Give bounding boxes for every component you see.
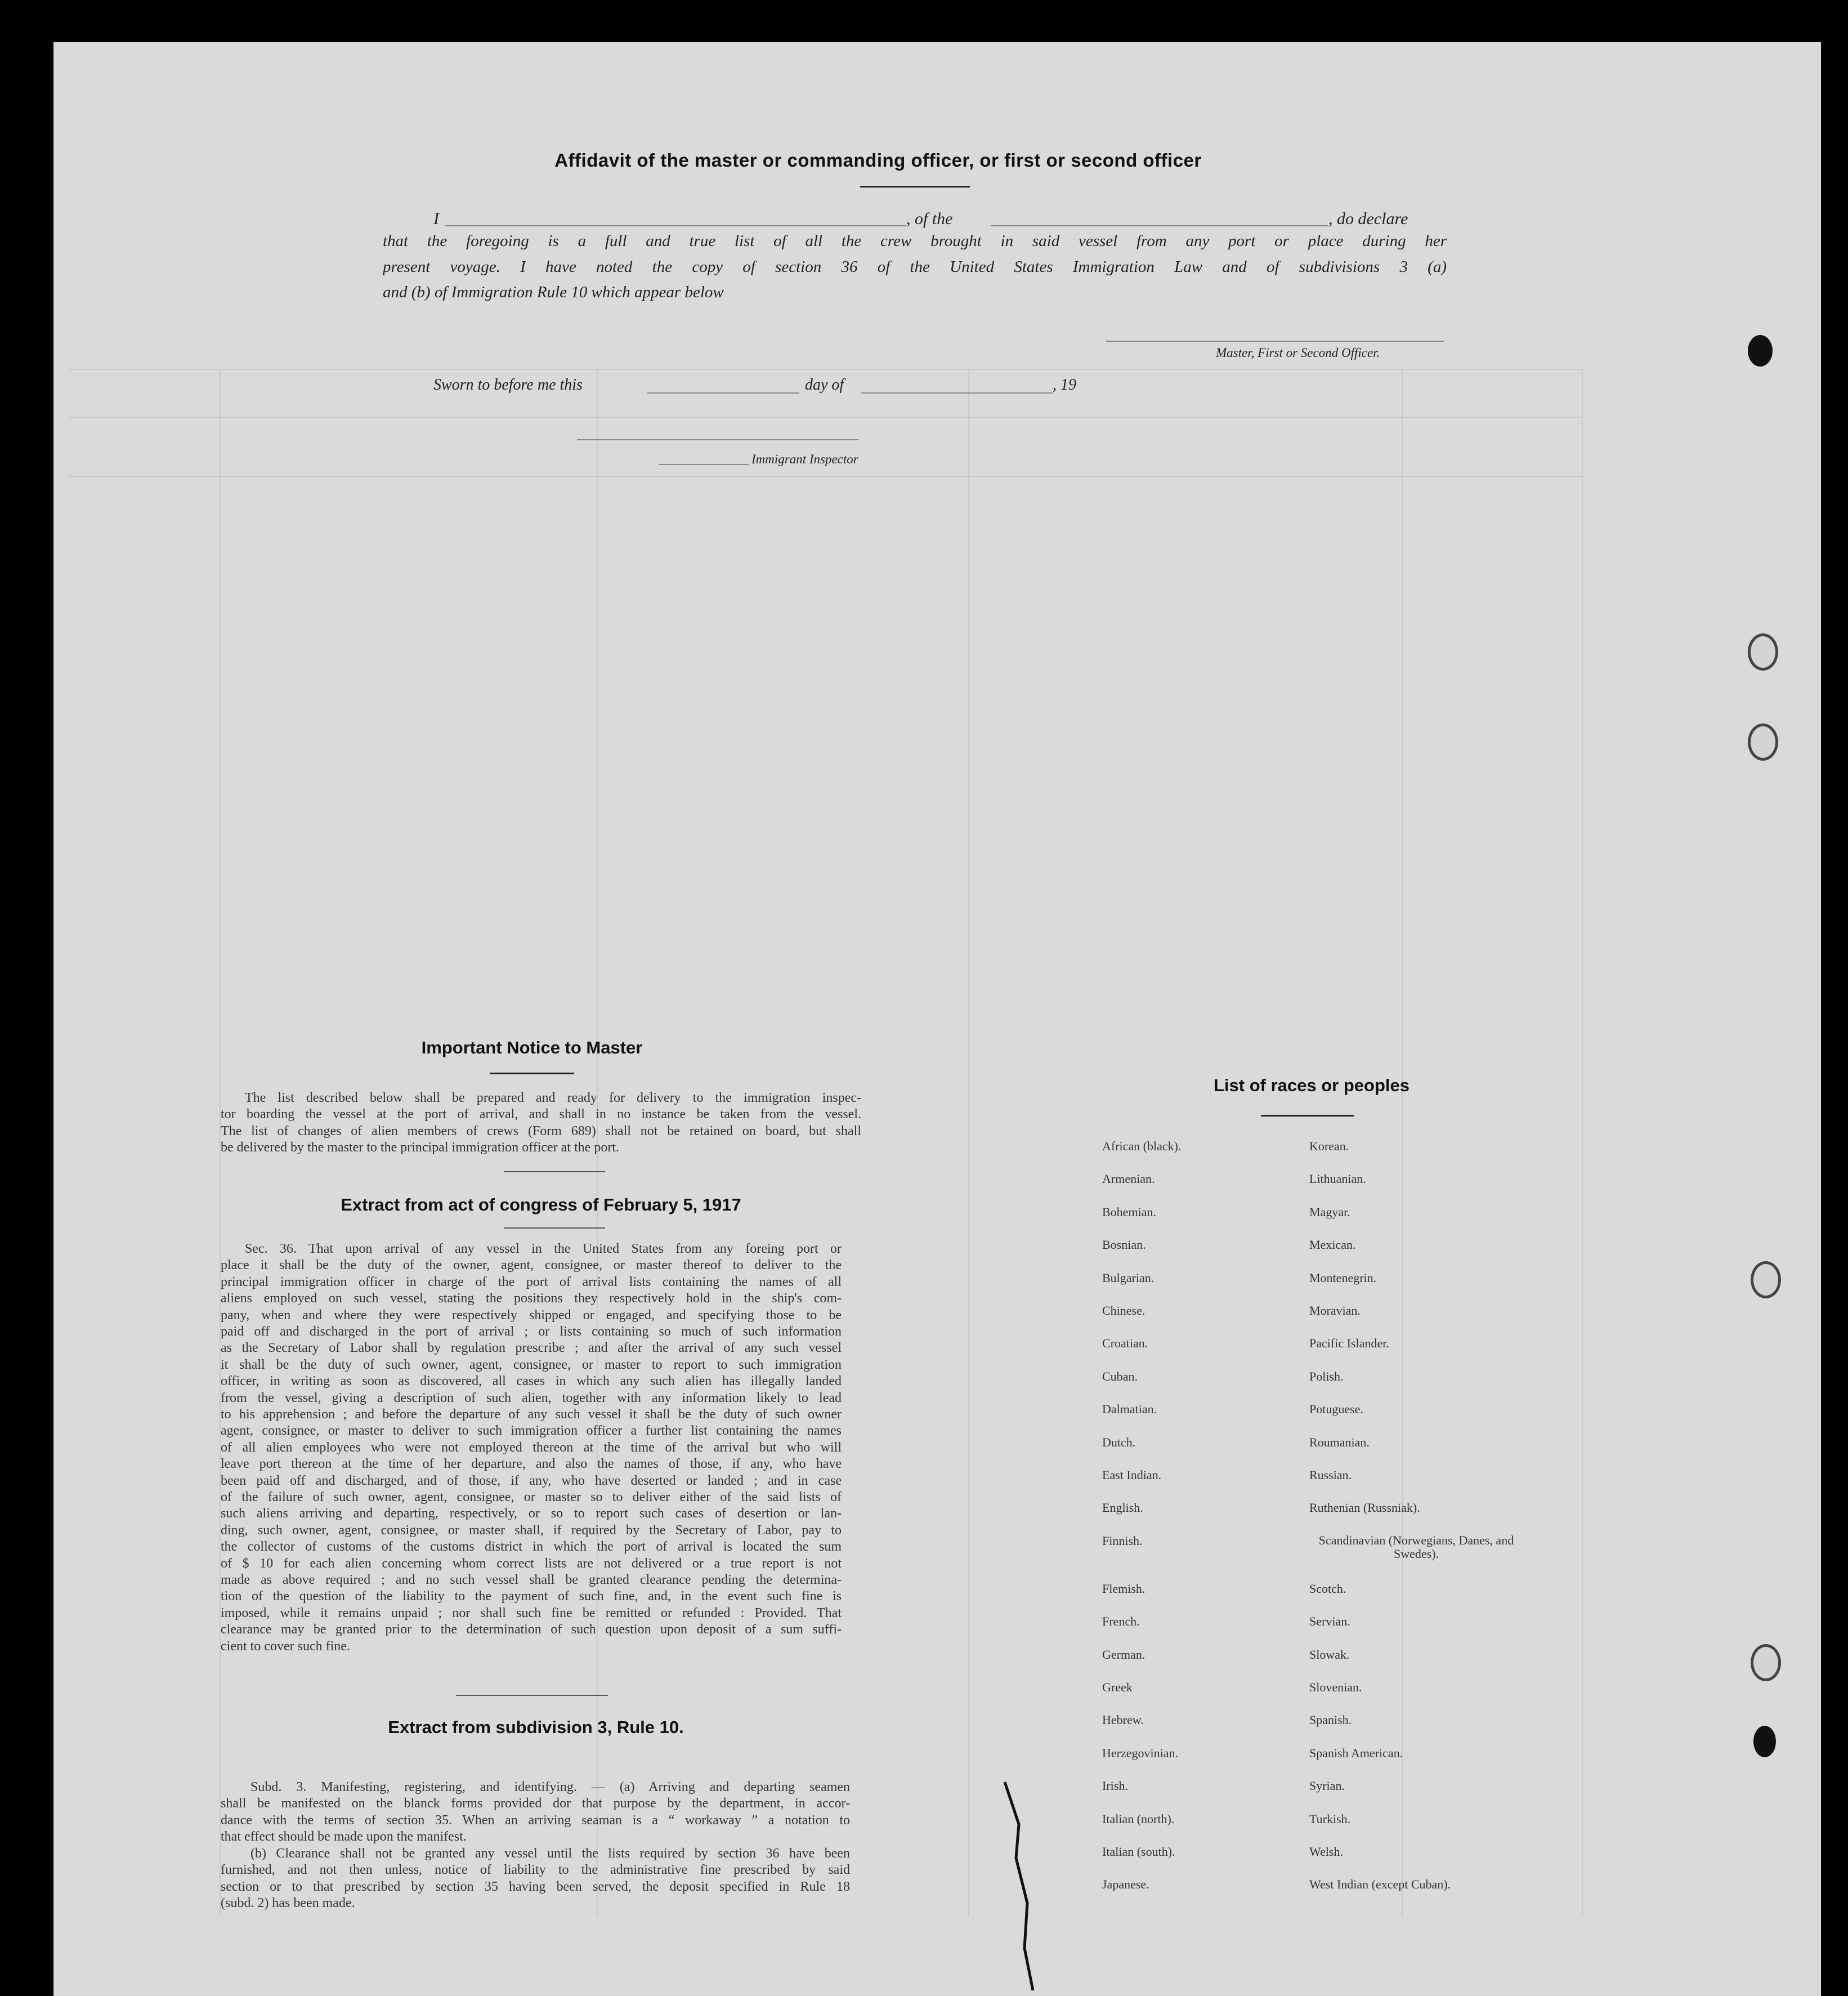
race-item: Syrian. [1309,1779,1345,1793]
race-item: Russian. [1309,1468,1352,1482]
act-line: officer, in writing as soon as discovered, all cases in which any such alien has illegally landed [221,1374,842,1388]
act-title: Extract from act of congress of February 5, 1917 [341,1195,741,1214]
sworn-day-of: day of [805,376,844,394]
rule-line: furnished, and not then unless, notice of liability to the administrative fine prescribed by said [221,1863,850,1877]
race-item: Polish. [1309,1369,1344,1383]
signature-label: Master, First or Second Officer. [1216,346,1380,360]
race-item: Servian. [1309,1614,1350,1628]
act-line: of $ 10 for each alien concerning whom correct lists are not delivered or a true report is not [221,1556,842,1571]
rule-line: Subd. 3. Manifesting, registering, and identifying. — (a) Arriving and departing seamen [250,1780,850,1794]
act-line: ding, such owner, agent, consignee, or master shall, if required by the Secretary of Labor, pay to [221,1523,842,1538]
race-item: Slovenian. [1309,1680,1362,1694]
race-item: Welsh. [1309,1845,1343,1859]
race-item: Slowak. [1309,1647,1350,1662]
act-line: to his apprehension ; and before the departure of any such vessel it shall be the duty of such owner [221,1407,842,1422]
race-item: Bulgarian. [1102,1271,1155,1285]
act-line: aliens employed on such vessel, stating the positions they respectively hold in the ship's com- [221,1291,842,1306]
race-item: Potuguese. [1309,1402,1363,1416]
affidavit-line-1-declare: , do declare [1328,209,1408,228]
rule-title: Extract from subdivision 3, Rule 10. [388,1717,684,1737]
act-line: made as above required ; and no such vessel shall be granted clearance pending the determina- [221,1573,842,1587]
race-item: Bohemian. [1102,1205,1156,1219]
races-title: List of races or peoples [1214,1075,1410,1095]
act-line: imposed, while it remains unpaid ; nor shall such fine be remitted or refunded : Provided. That [221,1606,842,1620]
act-line: cient to cover such fine. [221,1639,350,1654]
act-line: place it shall be the duty of the owner, agent, consignee, or master thereof to deliver to the [221,1258,842,1272]
race-item: Roumanian. [1309,1435,1370,1449]
paper-tear [1002,1779,1058,1993]
affidavit-line-1-I: I [433,209,439,228]
notice-line-3: The list of changes of alien members of crews (Form 689) shall not be retained on board, but shall [221,1124,861,1138]
affidavit-line-1-of-the: , of the [906,209,953,228]
race-item: French. [1102,1614,1140,1628]
act-line: of the failure of such owner, agent, consignee, or master so to deliver either of the said lists of [221,1490,842,1504]
race-item: Spanish American. [1309,1746,1403,1760]
race-item: Greek [1102,1680,1133,1694]
act-line: of all alien employees who were not employed thereon at the time of the arrival but who will [221,1440,842,1455]
act-line: principal immigration officer in charge of the port of arrival lists containing the names of all [221,1275,842,1289]
race-item: Italian (north). [1102,1812,1175,1826]
vessel-blank [991,225,1328,226]
act-line: tion of the question of the liability to the payment of such fine, and, in the event such fine is [221,1589,842,1604]
act-line: agent, consignee, or master to deliver to such immigration officer a further list containing the names [221,1423,842,1438]
race-item: Pacific Islander. [1309,1336,1389,1350]
act-line: the collector of customs of the customs district in which the port of arrival is located the sum [221,1539,842,1554]
inspector-signature-line [577,439,858,440]
notice-line-2: tor boarding the vessel at the port of arrival, and shall in no instance be taken from the vessel. [221,1107,861,1122]
race-item: Italian (south). [1102,1845,1175,1859]
race-item: Flemish. [1102,1582,1146,1596]
affidavit-line-4: and (b) of Immigration Rule 10 which appear below [383,283,724,301]
document-sheet [53,42,1821,1996]
rule-line: dance with the terms of section 35. When an arriving seaman is a “ workaway ” a notation to [221,1813,850,1828]
act-line: leave port thereon at the time of her departure, and also the names of those, if any, who have [221,1457,842,1471]
race-item: Turkish. [1309,1812,1351,1826]
race-item: Finnish. [1102,1534,1143,1548]
race-item: Magyar. [1309,1205,1350,1219]
race-item: African (black). [1102,1139,1182,1153]
act-line: such aliens arriving and departing, respectively, or so to report such cases of desertion or lan- [221,1506,842,1521]
race-item: Moravian. [1309,1303,1361,1318]
affidavit-line-2: that the foregoing is a full and true list of all the crew brought in said vessel from any port or place during her [383,232,1447,250]
race-item: Hebrew. [1102,1713,1144,1727]
signature-line [1106,341,1444,342]
race-item: Japanese. [1102,1877,1149,1891]
race-item: East Indian. [1102,1468,1162,1482]
sworn-prefix: Sworn to before me this [433,376,583,394]
rule-line: (b) Clearance shall not be granted any vessel until the lists required by section 36 have been [250,1846,850,1861]
sworn-year: , 19 [1053,376,1076,394]
affidavit-title: Affidavit of the master or commanding officer, or first or second officer [554,150,1202,171]
rule-line: (subd. 2) has been made. [221,1896,355,1910]
race-item: Korean. [1309,1139,1349,1153]
race-item: Scandinavian (Norwegians, Danes, and Swedes). [1318,1533,1514,1561]
sworn-month-blank [861,392,1053,394]
act-line: it shall be the duty of such owner, agent, consignee, or master to report to such immigration [221,1358,842,1372]
race-item: Lithuanian. [1309,1172,1366,1186]
notice-title: Important Notice to Master [421,1038,643,1057]
race-item: Croatian. [1102,1336,1148,1350]
notice-line-1: The list described below shall be prepared and ready for delivery to the immigration inspec- [245,1091,861,1105]
affidavit-line-3: present voyage. I have noted the copy of section 36 of the United States Immigration Law and of subdivisions 3 (a) [383,258,1447,276]
race-item: Dutch. [1102,1435,1136,1449]
name-blank [445,225,906,226]
rule-line: that effect should be made upon the manifest. [221,1829,467,1844]
race-item: Ruthenian (Russniak). [1309,1501,1420,1515]
act-line: clearance may be granted prior to the determination of such question upon deposit of a sum suffi- [221,1622,842,1637]
race-item: Scotch. [1309,1582,1346,1596]
act-line: Sec. 36. That upon arrival of any vessel in the United States from any foreing port or [245,1242,842,1256]
race-item: Mexican. [1309,1238,1356,1252]
rule-line: section or to that prescribed by section 35 having been served, the deposit specified in Rule 18 [221,1879,850,1894]
inspector-label-line [659,464,749,465]
act-line: paid off and discharged in the port of arrival ; or lists containing so much of such information [221,1324,842,1339]
race-item: Chinese. [1102,1303,1146,1318]
race-item: English. [1102,1501,1143,1515]
act-line: as the Secretary of Labor shall by regulation prescribe ; and after the arrival of any such vessel [221,1341,842,1355]
act-line: from the vessel, giving a description of such alien, together with any information likely to lead [221,1391,842,1405]
race-item: Irish. [1102,1779,1128,1793]
race-item: Bosnian. [1102,1238,1146,1252]
notice-line-4: be delivered by the master to the principal immigration officer at the port. [221,1140,619,1155]
race-item: Armenian. [1102,1172,1155,1186]
sworn-day-blank [647,392,799,394]
race-item: Cuban. [1102,1369,1138,1383]
race-item: German. [1102,1647,1146,1662]
rule-line: shall be manifested on the blanck forms provided dor that purpose by the department, in accor- [221,1796,850,1811]
act-line: been paid off and discharged, and of those, if any, who have deserted or landed ; and in case [221,1473,842,1488]
race-item: Spanish. [1309,1713,1352,1727]
race-item: Dalmatian. [1102,1402,1157,1416]
race-item: Herzegovinian. [1102,1746,1178,1760]
race-item: Montenegrin. [1309,1271,1377,1285]
inspector-label: Immigrant Inspector [751,452,858,466]
race-item: West Indian (except Cuban). [1309,1877,1451,1891]
act-line: pany, when and where they were respectively shipped or engaged, and specifying those to be [221,1308,842,1323]
